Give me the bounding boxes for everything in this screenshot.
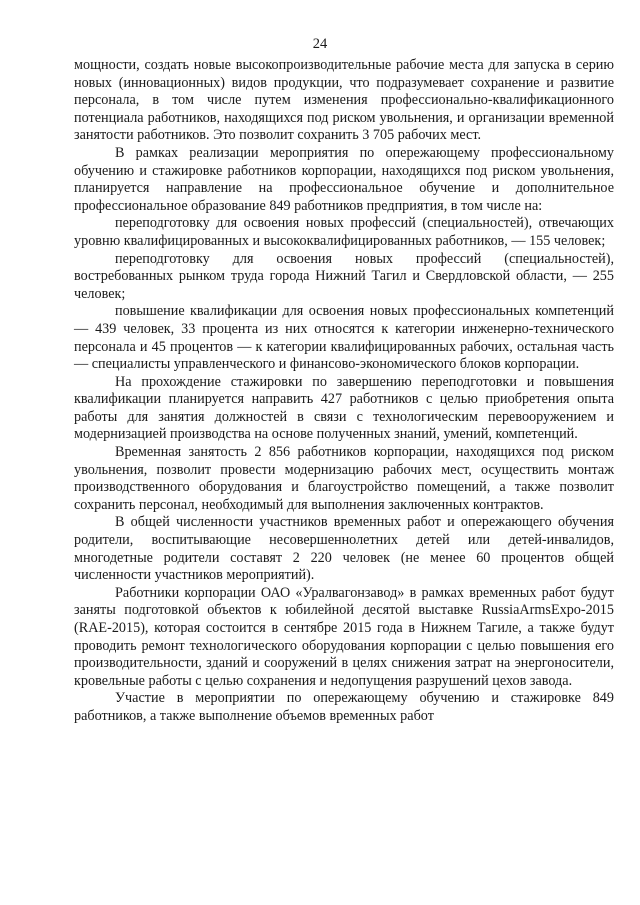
paragraph: мощности, создать новые высокопроизводительные рабочие места для запуска в серию новых (инновационных) видов продукции, что подразумевает сохранение и развитие персонала, в том числе путем изменения профессионально-квалификационного потенциала работников, находящихся под риском увольнения, и организации временной занятости работников. Это позволит сохранить 3 705 рабочих мест. [74,57,614,144]
document-body [74,57,614,726]
paragraph: На прохождение стажировки по завершению переподготовки и повышения квалификации планируется направить 427 работников с целью приобретения опыта работы для занятия должностей в связи с технологическим перевооружением и модернизацией производства на основе полученных знаний, умений, компетенций. [74,373,614,443]
list-item: повышение квалификации для освоения новых профессиональных компетенций — 439 человек, 33 процента из них относятся к категории инженерно-технического персонала и 45 процентов — к категории квалифицированных рабочих, остальная часть — специалисты управленческого и финансово-экономического блоков корпорации. [74,303,614,373]
paragraph: Временная занятость 2 856 работников корпорации, находящихся под риском увольнения, позволит провести модернизацию рабочих мест, осуществить монтаж производственного оборудования и благоустройство помещений, а также позволит сохранить персонал, необходимый для выполнения заключенных контрактов. [74,444,614,513]
paragraph: Участие в мероприятии по опережающему обучению и стажировке 849 работников, а также выполнение объемов временных работ [74,690,614,724]
paragraph: Работники корпорации ОАО «Уралвагонзавод» в рамках временных работ будут заняты подготовкой объектов к юбилейной десятой выставке RussiaArmsExpo-2015 (RAE-2015), которая состоится в сентябре 2015 года в Нижнем Тагиле, а также будут проводить ремонт технологического оборудования корпорации с целью повышения его производительности, зданий и сооружений в целях снижения затрат на энергоносители, кровельные работы с целью сохранения и недопущения разрушений цехов завода. [74,584,614,689]
list-item: переподготовку для освоения новых профессий (специальностей), отвечающих уровню квалифицированных и высококвалифицированных работников, — 155 человек; [74,215,614,249]
page-number: 24 [312,36,328,52]
paragraph: В общей численности участников временных работ и опережающего обучения родители, воспитывающие несовершеннолетних детей или детей-инвалидов, многодетные родители составят 2 220 человек (не менее 60 процентов общей численности участников мероприятий). [74,514,614,584]
paragraph: В рамках реализации мероприятия по опережающему профессиональному обучению и стажировке работников корпорации, находящихся под риском увольнения, планируется направление на профессиональное обучение и дополнительное профессиональное образование 849 работников предприятия, в том числе на: [74,144,614,214]
list-item: переподготовку для освоения новых профессий (специальностей), востребованных рынком труда города Нижний Тагил и Свердловской области, — 255 человек; [74,250,614,302]
